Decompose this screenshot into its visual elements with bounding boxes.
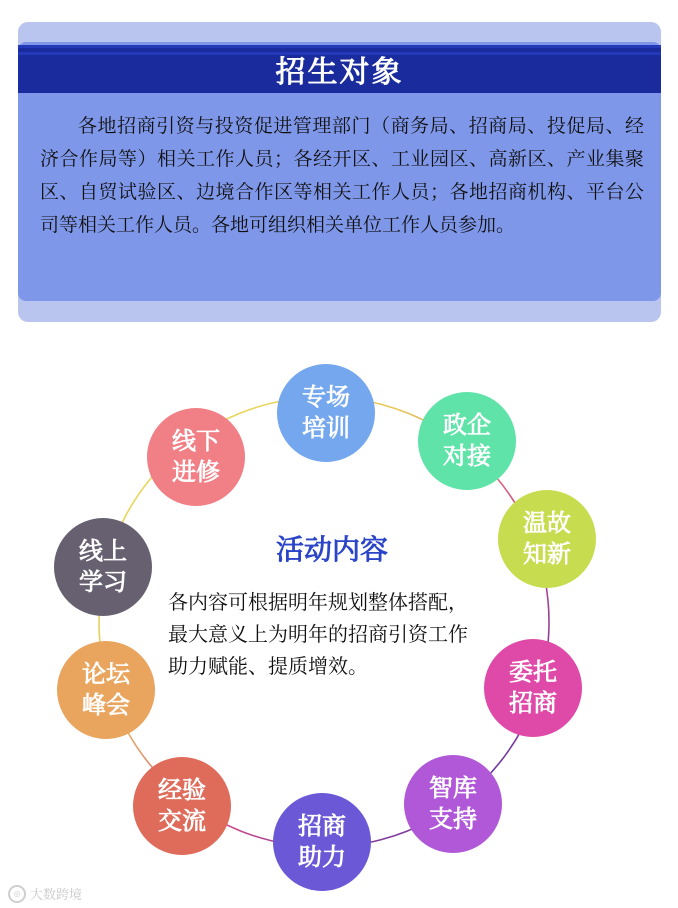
activities-description <box>168 586 528 682</box>
activity-node-label: 招商 <box>509 689 557 717</box>
activity-node-label: 进修 <box>172 458 220 486</box>
activity-node-label: 学习 <box>79 568 127 596</box>
activity-node-label: 支持 <box>429 805 477 833</box>
activity-node-label: 线下 <box>172 427 220 455</box>
activity-node-label: 专场 <box>302 383 350 411</box>
activity-node-label: 培训 <box>302 414 350 442</box>
activity-node-label: 助力 <box>298 843 346 871</box>
activity-node-label: 线上 <box>79 537 127 565</box>
activity-node <box>418 392 516 490</box>
activity-node <box>57 641 155 739</box>
activity-node-label: 政企 <box>443 411 491 439</box>
activity-node-label: 智库 <box>429 774 477 802</box>
watermark-text: 大数跨境 <box>30 888 83 903</box>
activities-title: 活动内容 <box>275 533 388 566</box>
activity-node <box>498 490 596 588</box>
activities-description-line: 各内容可根据明年规划整体搭配， <box>168 590 468 614</box>
watermark-logo-icon: ◎ <box>8 885 26 903</box>
watermark <box>8 884 82 903</box>
activity-node-label: 峰会 <box>82 691 130 719</box>
target-title: 招生对象 <box>275 55 404 90</box>
activity-node-label: 对接 <box>443 442 491 470</box>
activities-description-line: 助力赋能、提质增效。 <box>168 654 368 678</box>
activities-description-line: 最大意义上为明年的招商引资工作 <box>168 622 468 646</box>
activity-node-label: 招商 <box>298 812 346 840</box>
activity-node-label: 知新 <box>523 540 571 568</box>
activity-node <box>54 518 152 616</box>
activity-node-label: 温故 <box>523 509 571 537</box>
target-body: 各地招商引资与投资促进管理部门（商务局、招商局、投促局、经济合作局等）相关工作人员；各经开区、工业园区、高新区、产业集聚区、自贸试验区、边境合作区等相关工作人员；各地招商机构、平台公司等相关工作人员。各地可组织相关单位工作人员参加。 <box>40 115 644 236</box>
activity-node <box>273 793 371 891</box>
activity-node-label: 经验 <box>158 776 206 804</box>
activity-node <box>277 364 375 462</box>
activity-node-label: 委托 <box>509 658 557 686</box>
activity-node <box>147 408 245 506</box>
activity-node <box>133 757 231 855</box>
activity-node-label: 交流 <box>158 807 206 835</box>
activity-node-label: 论坛 <box>82 660 130 688</box>
activity-node <box>404 755 502 853</box>
